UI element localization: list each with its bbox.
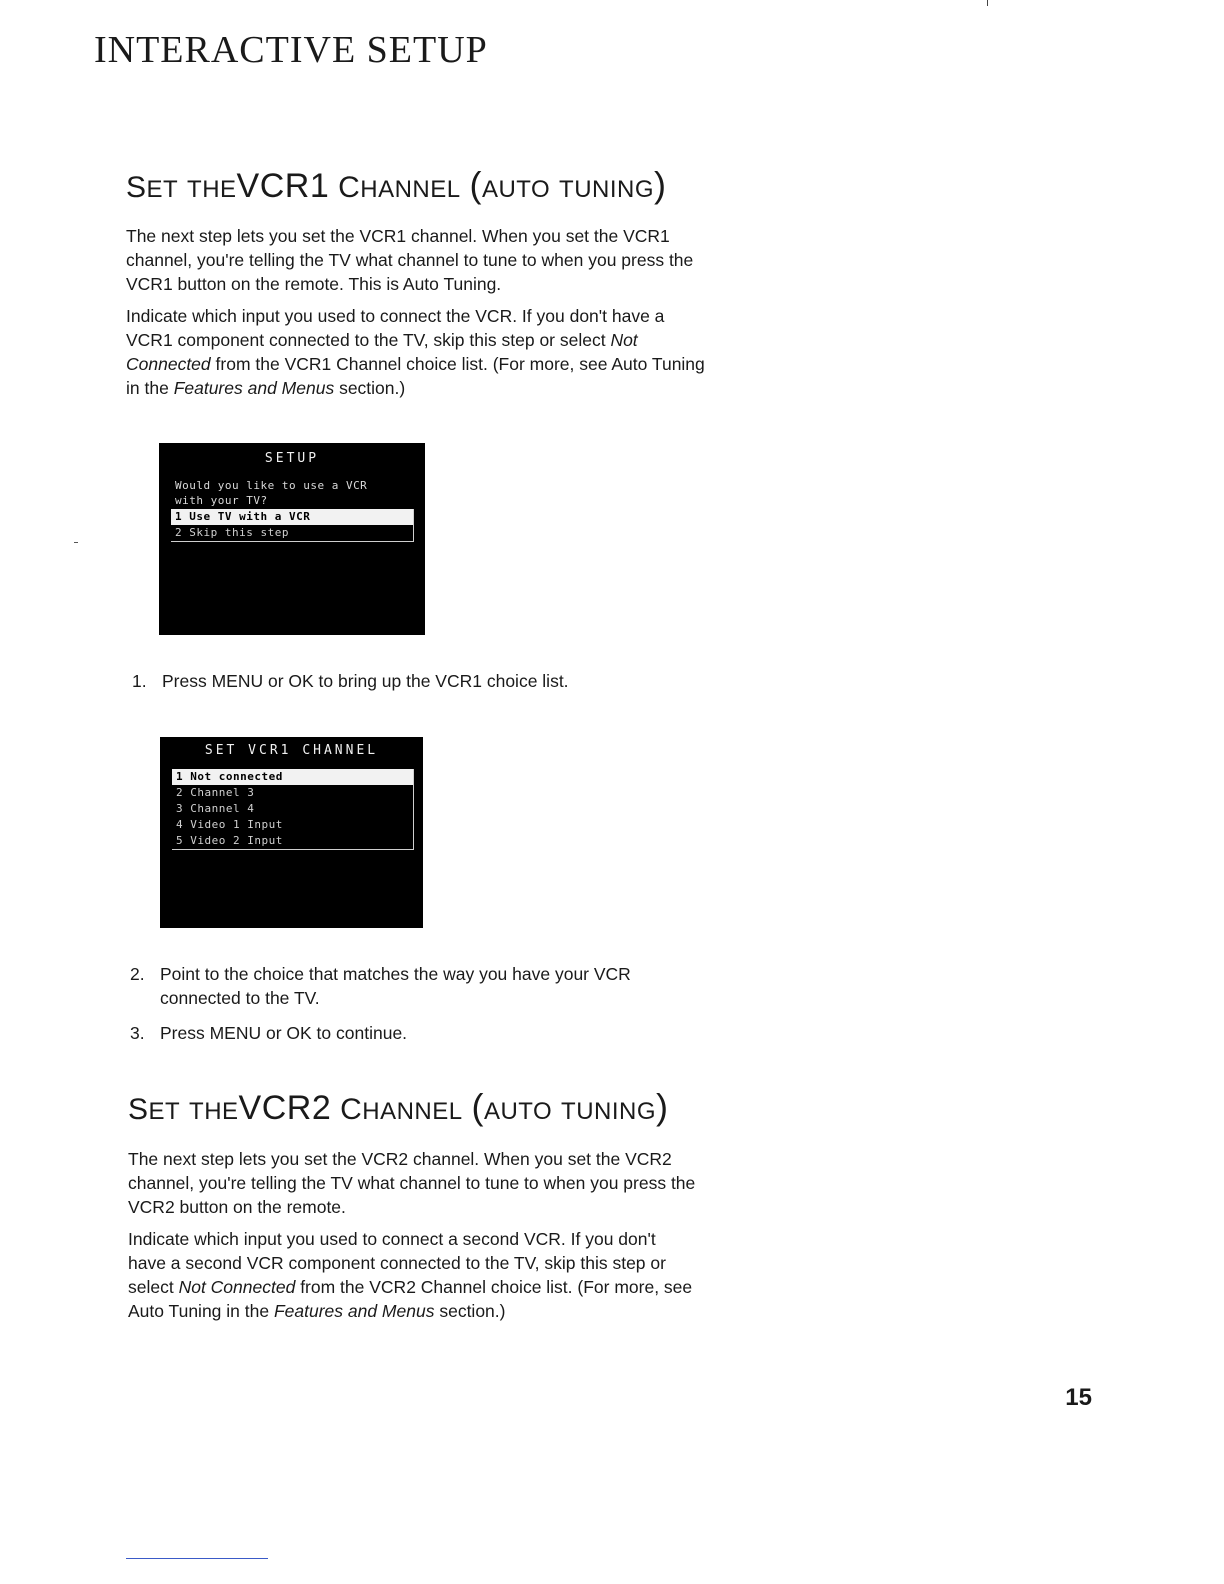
- screen-title: SET VCR1 CHANNEL: [204, 743, 379, 758]
- heading-word: AUTO: [483, 1098, 553, 1125]
- screen-option[interactable]: 2 Channel 3: [176, 786, 255, 799]
- screen-option[interactable]: 4 Video 1 Input: [176, 818, 283, 831]
- heading-word: (: [471, 1086, 484, 1127]
- vcr2-instruction-paragraph: [128, 1227, 694, 1323]
- screen-option-selected[interactable]: 1 Not connected: [172, 769, 413, 785]
- screen-option-list: [171, 509, 414, 542]
- paragraph-emphasis: Features and Menus: [273, 1301, 435, 1321]
- heading-word: ET: [148, 1098, 181, 1125]
- paragraph-emphasis: Not Connected: [178, 1277, 296, 1297]
- heading-word: (: [469, 164, 482, 205]
- footer-rule: [126, 1558, 268, 1559]
- screen-prompt: Would you like to use a VCR: [175, 479, 368, 492]
- vcr1-intro-paragraph: The next step lets you set the VCR1 channel. When you set the VCR1 channel, you're telling the TV what channel to tune to when you press the VCR1 button on the remote. This is Auto Tuning.: [126, 226, 694, 294]
- heading-word: C: [340, 1093, 363, 1126]
- step-text: Press MENU or OK to bring up the VCR1 choice list.: [162, 671, 569, 691]
- screen-option[interactable]: 2 Skip this step: [175, 526, 289, 539]
- heading-word: HANNEL: [362, 1098, 463, 1125]
- paragraph-text: section.): [334, 378, 406, 398]
- step-text: Press MENU or OK to continue.: [160, 1023, 408, 1043]
- screen-option[interactable]: 5 Video 2 Input: [176, 834, 283, 847]
- heading-word: ): [654, 164, 667, 205]
- heading-word: ET: [146, 176, 179, 203]
- paragraph-text: Indicate which input you used to connect the VCR. If you don't have a VCR1 component connected to the TV, skip this step or select: [126, 306, 665, 350]
- heading-word: VCR1: [236, 167, 330, 205]
- screen-title: SETUP: [264, 451, 320, 466]
- paragraph-text: from the VCR1 Channel choice list. (For more, see Auto Tuning in the: [126, 354, 705, 398]
- screen-option-list: [172, 769, 414, 850]
- heading-word: HANNEL: [360, 176, 461, 203]
- heading-word: TUNING: [559, 176, 655, 203]
- heading-word: THE: [189, 1098, 239, 1125]
- paragraph-emphasis: Features and Menus: [173, 378, 335, 398]
- step-number: 2.: [130, 964, 145, 984]
- heading-word: S: [126, 171, 147, 204]
- set-vcr1-channel-screen: [160, 737, 423, 928]
- screen-prompt: with your TV?: [175, 494, 268, 507]
- step-text: Point to the choice that matches the way you have your VCR connected to the TV.: [160, 964, 631, 1008]
- top-edge-tick: [987, 0, 988, 6]
- step-number: 1.: [132, 671, 147, 691]
- paragraph-emphasis: Not Connected: [126, 330, 638, 374]
- paragraph-text: Indicate which input you used to connect a second VCR. If you don't have a second VCR component connected to the TV, skip this step or select: [128, 1229, 666, 1297]
- step-item: [132, 669, 692, 693]
- heading-word: THE: [187, 176, 237, 203]
- screen-option-selected[interactable]: 1 Use TV with a VCR: [171, 509, 413, 525]
- margin-mark: [74, 542, 78, 543]
- section-heading-vcr1: [126, 164, 667, 206]
- step-number: 3.: [130, 1023, 145, 1043]
- step-item: [130, 962, 690, 1010]
- section-heading-vcr2: [128, 1086, 669, 1128]
- setup-screen: [159, 443, 425, 635]
- paragraph-text: section.): [434, 1301, 506, 1321]
- step-item: [130, 1021, 690, 1045]
- screen-option[interactable]: 3 Channel 4: [176, 802, 255, 815]
- heading-word: ): [656, 1086, 669, 1127]
- vcr1-instruction-paragraph: [126, 304, 712, 400]
- heading-word: S: [128, 1093, 149, 1126]
- vcr2-intro-paragraph: The next step lets you set the VCR2 channel. When you set the VCR2 channel, you're telling the TV what channel to tune to when you press the VCR2 button on the remote.: [128, 1149, 696, 1217]
- page-title: INTERACTIVE SETUP: [94, 29, 488, 71]
- heading-word: C: [338, 171, 361, 204]
- heading-word: AUTO: [481, 176, 551, 203]
- page-number: 15: [1065, 1384, 1092, 1411]
- heading-word: TUNING: [561, 1098, 657, 1125]
- paragraph-text: from the VCR2 Channel choice list. (For more, see Auto Tuning in the: [128, 1277, 693, 1321]
- heading-word: VCR2: [238, 1089, 332, 1127]
